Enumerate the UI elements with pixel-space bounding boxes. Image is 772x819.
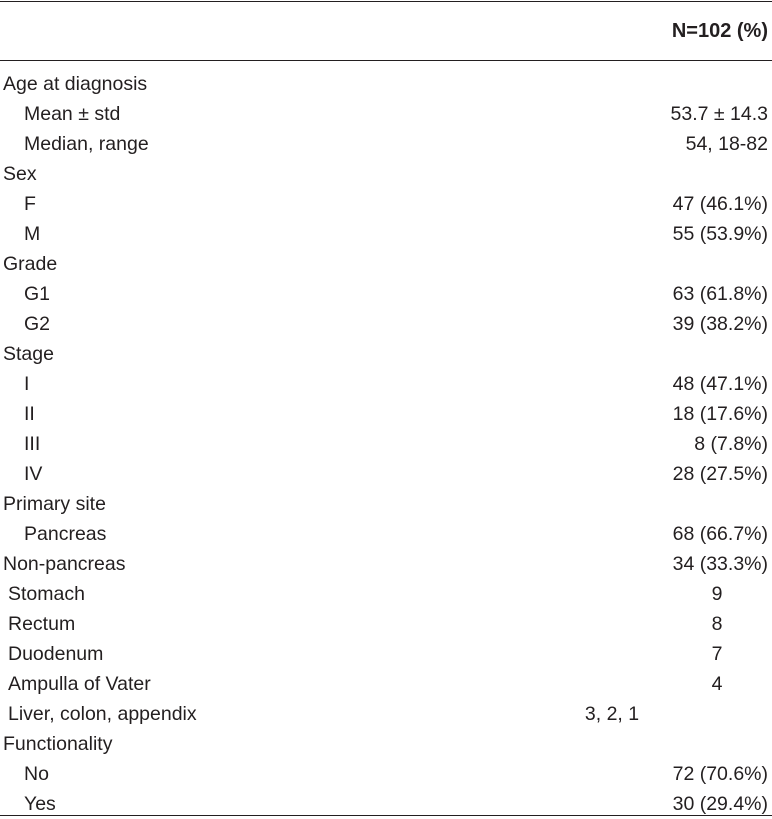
table-row bbox=[0, 489, 772, 519]
table-row bbox=[0, 159, 772, 189]
row-label: F bbox=[24, 193, 36, 215]
row-label: Yes bbox=[24, 793, 56, 815]
row-value: 34 (33.3%) bbox=[672, 553, 768, 575]
row-value: 53.7 ± 14.3 bbox=[670, 103, 768, 125]
row-label: II bbox=[24, 403, 35, 425]
table-row bbox=[0, 399, 772, 429]
row-label: IV bbox=[24, 463, 43, 485]
table-row bbox=[0, 729, 772, 759]
row-label: Ampulla of Vater bbox=[8, 673, 151, 695]
column-header-n: N=102 (%) bbox=[671, 20, 768, 42]
header-rule bbox=[0, 60, 772, 61]
row-label: Age at diagnosis bbox=[3, 73, 148, 95]
row-label: Mean ± std bbox=[24, 103, 121, 125]
table-row bbox=[0, 69, 772, 99]
row-label: Grade bbox=[3, 253, 58, 275]
row-value: 8 (7.8%) bbox=[694, 433, 768, 455]
row-label: Rectum bbox=[8, 613, 76, 635]
top-rule bbox=[0, 1, 772, 2]
table-row bbox=[0, 339, 772, 369]
table-header-row bbox=[0, 14, 772, 48]
row-value: 9 bbox=[711, 583, 723, 605]
table-row bbox=[0, 99, 772, 129]
row-value: 48 (47.1%) bbox=[672, 373, 768, 395]
row-value: 39 (38.2%) bbox=[672, 313, 768, 335]
row-label: Median, range bbox=[24, 133, 149, 155]
row-value: 54, 18-82 bbox=[685, 133, 768, 155]
row-value: 7 bbox=[711, 643, 723, 665]
row-label: M bbox=[24, 223, 41, 245]
row-label: G2 bbox=[24, 313, 51, 335]
row-value: 28 (27.5%) bbox=[672, 463, 768, 485]
row-label: Sex bbox=[3, 163, 37, 185]
row-label: Duodenum bbox=[8, 643, 104, 665]
table-row bbox=[0, 549, 772, 579]
table-row bbox=[0, 579, 772, 609]
row-label: Stage bbox=[3, 343, 54, 365]
row-value: 18 (17.6%) bbox=[672, 403, 768, 425]
row-label: I bbox=[24, 373, 30, 395]
row-value: 72 (70.6%) bbox=[672, 763, 768, 785]
table-row bbox=[0, 639, 772, 669]
table-row bbox=[0, 129, 772, 159]
table-row bbox=[0, 219, 772, 249]
table-row bbox=[0, 249, 772, 279]
row-label: Primary site bbox=[3, 493, 106, 515]
table-row bbox=[0, 519, 772, 549]
table-row bbox=[0, 189, 772, 219]
row-value: 68 (66.7%) bbox=[672, 523, 768, 545]
row-label: No bbox=[24, 763, 49, 785]
row-label: G1 bbox=[24, 283, 51, 305]
row-value: 3, 2, 1 bbox=[584, 703, 640, 725]
row-label: Non-pancreas bbox=[3, 553, 126, 575]
row-value: 55 (53.9%) bbox=[672, 223, 768, 245]
table-row bbox=[0, 429, 772, 459]
row-value: 4 bbox=[711, 673, 723, 695]
table-row bbox=[0, 759, 772, 789]
row-value: 47 (46.1%) bbox=[672, 193, 768, 215]
table-row bbox=[0, 609, 772, 639]
table-row bbox=[0, 669, 772, 699]
row-value: 8 bbox=[711, 613, 723, 635]
table-row bbox=[0, 309, 772, 339]
row-label: Stomach bbox=[8, 583, 85, 605]
row-label: III bbox=[24, 433, 41, 455]
table-body bbox=[0, 69, 772, 819]
row-value: 30 (29.4%) bbox=[672, 793, 768, 815]
row-value: 63 (61.8%) bbox=[672, 283, 768, 305]
table-row bbox=[0, 699, 772, 729]
bottom-rule bbox=[0, 815, 772, 816]
row-label: Liver, colon, appendix bbox=[8, 703, 197, 725]
row-label: Functionality bbox=[3, 733, 113, 755]
row-label: Pancreas bbox=[24, 523, 107, 545]
table-row bbox=[0, 279, 772, 309]
table-row bbox=[0, 459, 772, 489]
table-row bbox=[0, 369, 772, 399]
